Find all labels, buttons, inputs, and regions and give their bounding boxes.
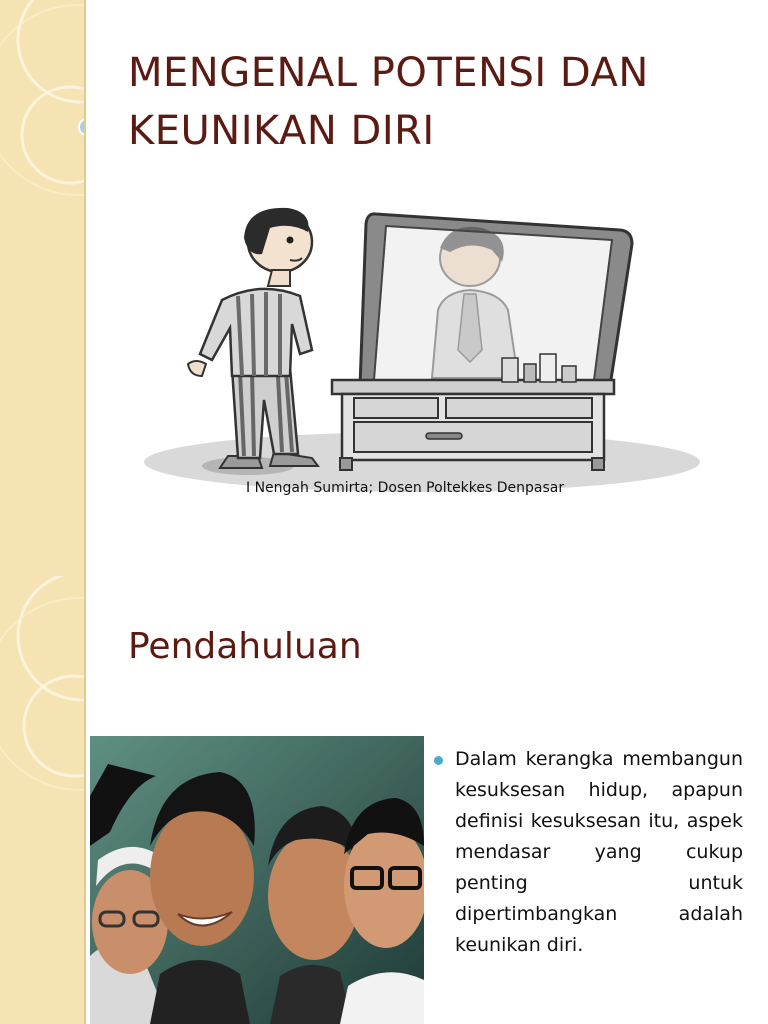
decorative-side-strip bbox=[0, 576, 86, 1024]
slide-introduction bbox=[0, 576, 768, 1024]
decorative-circles bbox=[0, 576, 84, 1024]
mirror-illustration bbox=[140, 200, 700, 500]
decorative-circles bbox=[0, 0, 84, 576]
decorative-side-strip bbox=[0, 0, 86, 576]
title-line-2: KEUNIKAN DIRI bbox=[128, 108, 435, 154]
author-credit: I Nengah Sumirta; Dosen Poltekkes Denpasar bbox=[246, 480, 565, 496]
title-line-1: MENGENAL POTENSI DAN bbox=[128, 50, 649, 96]
section-heading: Pendahuluan bbox=[128, 626, 362, 667]
candidates-photo bbox=[90, 736, 424, 1024]
bullet-paragraph: Dalam kerangka membangun kesuksesan hidup, apapun definisi kesuksesan itu, aspek mendasar yang cukup penting untuk dipertimbangkan adalah keunikan diri. bbox=[455, 748, 743, 956]
boy-figure bbox=[188, 208, 318, 468]
slide-title-text bbox=[128, 44, 728, 160]
bullet-icon bbox=[434, 756, 443, 765]
bubble-icon bbox=[79, 119, 84, 135]
